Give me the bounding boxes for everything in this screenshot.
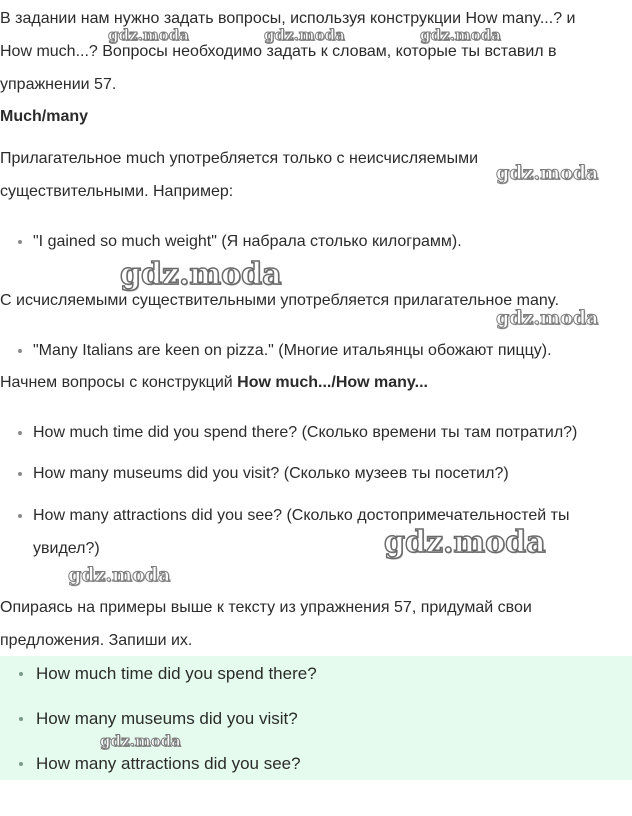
- watermark: gdz.moda: [108, 26, 189, 44]
- watermark: gdz.moda: [384, 525, 546, 560]
- section-heading: Much/many: [0, 108, 89, 125]
- much-example: "I gained so much weight" (Я набрала столько килограмм).: [0, 225, 462, 258]
- watermark: gdz.moda: [496, 162, 599, 184]
- many-rule: С исчисляемыми существительными употребляется прилагательное many.: [0, 292, 560, 309]
- examples-list: [0, 416, 577, 449]
- questions-intro-text: Начнем вопросы с конструкций: [0, 374, 238, 391]
- much-rule-line-1: Прилагательное much употребляется только с неисчисляемыми: [0, 150, 479, 167]
- answer-item: How much time did you spend there?: [0, 662, 317, 686]
- example-item: How many attractions did you see? (Сколько достопримечательностей ты: [0, 499, 569, 532]
- example-item: How much time did you spend there? (Сколько времени ты там потратил?): [0, 416, 577, 449]
- watermark: gdz.moda: [120, 257, 282, 292]
- much-example-list: [0, 225, 462, 258]
- many-example-list: [0, 334, 552, 367]
- intro-line-1: В задании нам нужно задать вопросы, используя конструкции How many...? и: [0, 10, 576, 27]
- questions-intro: [0, 366, 428, 399]
- many-example: "Many Italians are keen on pizza." (Многие итальянцы обожают пиццу).: [0, 334, 552, 367]
- questions-intro-bold: How much.../How many...: [237, 374, 428, 391]
- much-rule-line-2: существительными. Например:: [0, 183, 234, 200]
- example-item-wrap: увидел?): [33, 540, 100, 557]
- answer-item: How many museums did you visit?: [0, 707, 298, 731]
- watermark: gdz.moda: [264, 26, 345, 44]
- watermark: gdz.moda: [496, 307, 599, 329]
- task-line-1: Опираясь на примеры выше к тексту из упражнения 57, придумай свои: [0, 599, 532, 616]
- example-item: How many museums did you visit? (Сколько музеев ты посетил?): [0, 457, 509, 490]
- examples-list-2: [0, 457, 509, 490]
- watermark: gdz.moda: [68, 564, 171, 586]
- answer-box: [0, 656, 632, 780]
- watermark: gdz.moda: [420, 26, 501, 44]
- intro-line-2: How much...? Вопросы необходимо задать к словам, которые ты вставил в: [0, 43, 557, 60]
- answer-item: How many attractions did you see?: [0, 752, 301, 776]
- task-line-2: предложения. Запиши их.: [0, 632, 193, 649]
- watermark: gdz.moda: [100, 732, 181, 750]
- intro-line-3: упражнении 57.: [0, 76, 117, 93]
